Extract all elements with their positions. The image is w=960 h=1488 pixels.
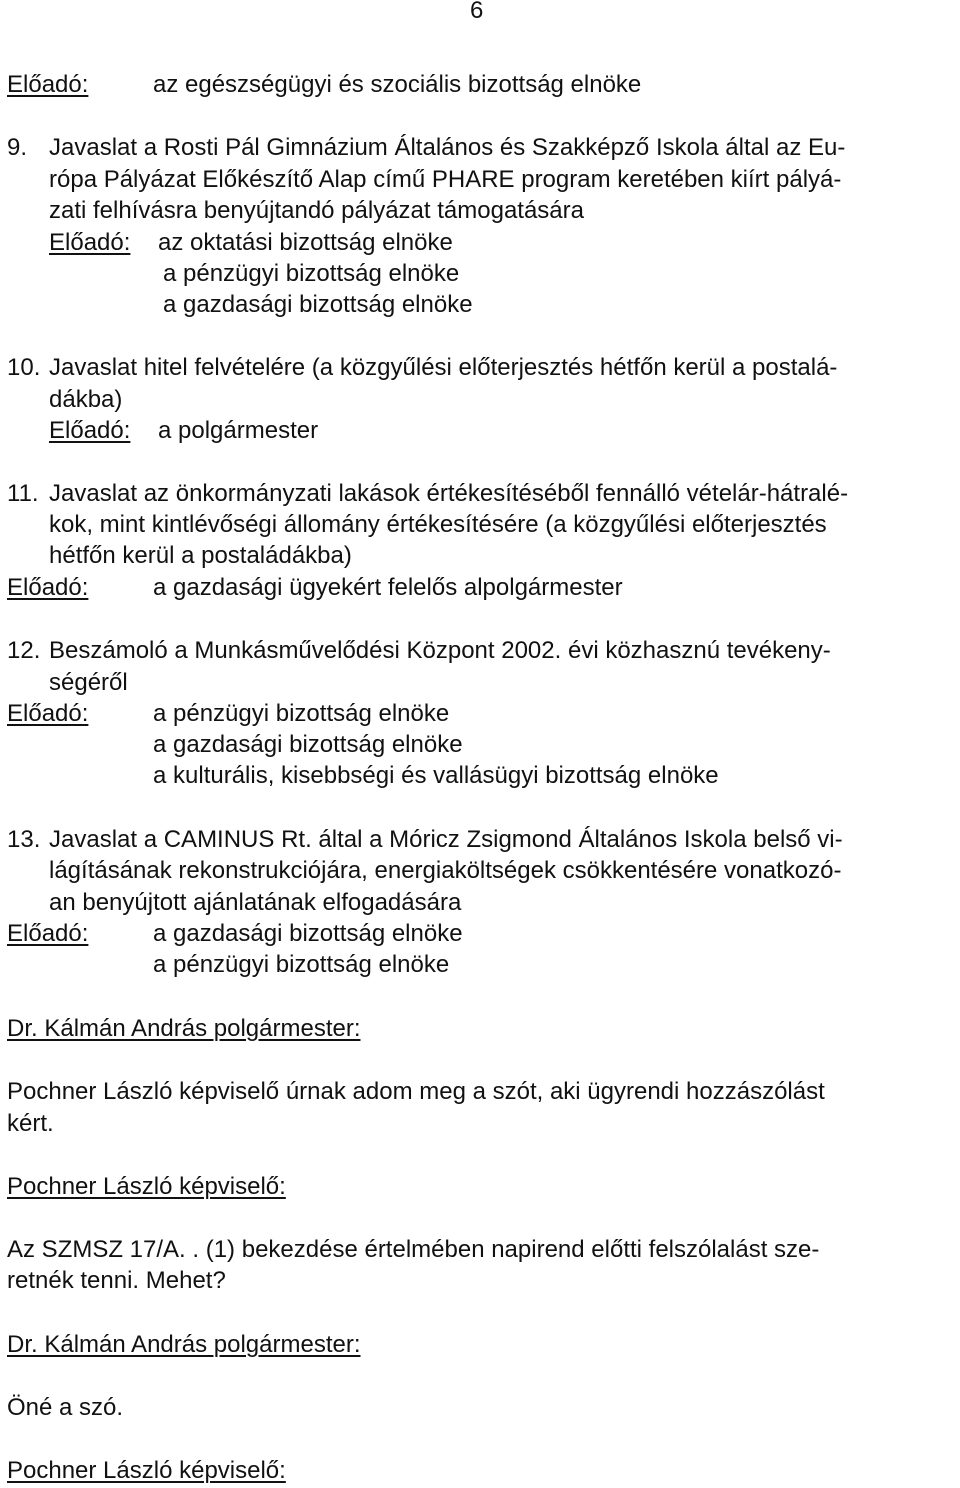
presenter-text: a gazdasági ügyekért felelős alpolgármester bbox=[153, 574, 623, 601]
presenter-text: az egészségügyi és szociális bizottság elnöke bbox=[153, 71, 642, 98]
item-line: ségéről bbox=[49, 669, 128, 696]
speaker-name: Pochner László képviselő: bbox=[7, 1457, 286, 1484]
item-line: Javaslat a CAMINUS Rt. által a Móricz Zsigmond Általános Iskola belső vi- bbox=[49, 826, 843, 853]
presenter-text: a pénzügyi bizottság elnöke bbox=[163, 260, 460, 287]
item-line: zati felhívásra benyújtandó pályázat támogatására bbox=[49, 197, 584, 224]
item-line: rópa Pályázat Előkészítő Alap című PHARE program keretében kiírt pályá- bbox=[49, 166, 842, 193]
presenter-label: Előadó: bbox=[7, 700, 89, 727]
presenter-label: Előadó: bbox=[7, 71, 89, 98]
item-line: Javaslat az önkormányzati lakások értékesítéséből fennálló vételár-hátralé- bbox=[49, 480, 849, 507]
item-line: an benyújtott ajánlatának elfogadására bbox=[49, 889, 462, 916]
item-line: Javaslat hitel felvételére (a közgyűlési előterjesztés hétfőn kerül a postalá- bbox=[49, 354, 838, 381]
item-line: lágításának rekonstrukciójára, energiaköltségek csökkentésére vonatkozó- bbox=[49, 857, 842, 884]
item-number: 11. bbox=[7, 480, 39, 507]
presenter-text: az oktatási bizottság elnöke bbox=[158, 229, 453, 256]
presenter-text: a gazdasági bizottság elnöke bbox=[163, 291, 473, 318]
item-line: Beszámoló a Munkásművelődési Központ 2002. évi közhasznú tevékeny- bbox=[49, 637, 831, 664]
presenter-text: a pénzügyi bizottság elnöke bbox=[153, 951, 450, 978]
speech-line: Pochner László képviselő úrnak adom meg a szót, aki ügyrendi hozzászólást bbox=[7, 1078, 825, 1105]
item-line: kok, mint kintlévőségi állomány értékesítésére (a közgyűlési előterjesztés bbox=[49, 511, 827, 538]
presenter-label: Előadó: bbox=[49, 229, 131, 256]
speech-line: retnék tenni. Mehet? bbox=[7, 1267, 226, 1294]
speaker-name: Dr. Kálmán András polgármester: bbox=[7, 1015, 361, 1042]
speech-line: Az SZMSZ 17/A. . (1) bekezdése értelmében napirend előtti felszólalást sze- bbox=[7, 1236, 820, 1263]
item-line: dákba) bbox=[49, 386, 123, 413]
presenter-label: Előadó: bbox=[7, 574, 89, 601]
item-number: 9. bbox=[7, 134, 28, 161]
item-line: Javaslat a Rosti Pál Gimnázium Általános és Szakképző Iskola által az Eu- bbox=[49, 134, 846, 161]
presenter-text: a gazdasági bizottság elnöke bbox=[153, 920, 463, 947]
speech-line: kért. bbox=[7, 1110, 54, 1137]
item-number: 10. bbox=[7, 354, 41, 381]
page-number: 6 bbox=[470, 0, 484, 24]
speaker-name: Pochner László képviselő: bbox=[7, 1173, 286, 1200]
presenter-label: Előadó: bbox=[7, 920, 89, 947]
presenter-text: a gazdasági bizottság elnöke bbox=[153, 731, 463, 758]
presenter-text: a pénzügyi bizottság elnöke bbox=[153, 700, 450, 727]
item-line: hétfőn kerül a postaládákba) bbox=[49, 542, 352, 569]
speech-line: Öné a szó. bbox=[7, 1394, 124, 1421]
speaker-name: Dr. Kálmán András polgármester: bbox=[7, 1331, 361, 1358]
item-number: 13. bbox=[7, 826, 41, 853]
presenter-label: Előadó: bbox=[49, 417, 131, 444]
presenter-text: a polgármester bbox=[158, 417, 319, 444]
item-number: 12. bbox=[7, 637, 41, 664]
presenter-text: a kulturális, kisebbségi és vallásügyi bizottság elnöke bbox=[153, 762, 719, 789]
